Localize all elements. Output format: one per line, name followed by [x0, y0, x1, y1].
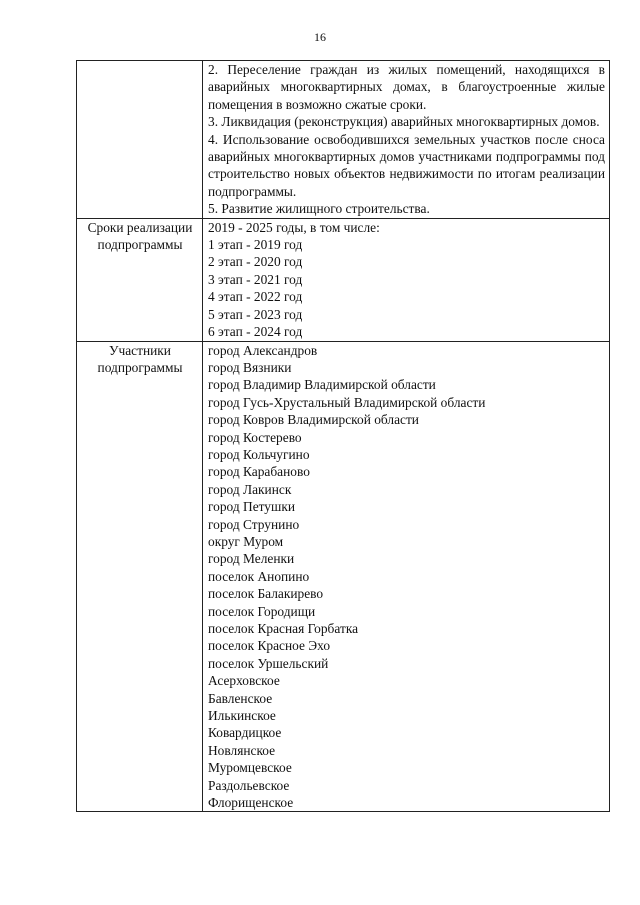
timing-line: 3 этап - 2021 год — [208, 271, 303, 287]
participant-item: Бавленское — [208, 690, 273, 706]
participant-item: поселок Уршельский — [208, 655, 329, 671]
goal-item: 4. Использование освободившихся земельных участков после сноса аварийных многоквартирных домов участниками подпрограммы под строительство новых объектов недвижимости по итогам реализации подпрограммы. — [208, 131, 605, 199]
participant-item: город Ковров Владимирской области — [208, 412, 419, 428]
participant-item: Новлянское — [208, 742, 276, 758]
goals-row — [77, 61, 610, 219]
participant-item: поселок Красная Горбатка — [208, 621, 359, 636]
goal-item: 5. Развитие жилищного строительства. — [208, 201, 430, 217]
participant-item: поселок Анопино — [208, 568, 310, 584]
participant-item: город Гусь-Хрустальный Владимирской области — [208, 394, 486, 410]
participant-item: город Карабаново — [208, 464, 310, 480]
participant-item: Раздольевское — [208, 777, 290, 793]
timing-line: 5 этап - 2023 год — [208, 306, 303, 322]
participant-item: город Вязники — [208, 359, 292, 375]
timing-line: 4 этап - 2022 год — [208, 289, 303, 305]
participant-item: город Петушки — [208, 499, 295, 515]
participant-item: поселок Балакирево — [208, 586, 324, 602]
timing-line: 1 этап - 2019 год — [208, 237, 303, 253]
participant-item: город Лакинск — [208, 481, 292, 497]
page-number: 16 — [314, 30, 326, 44]
participant-item: Ковардицкое — [208, 725, 282, 741]
participant-item: поселок Красное Эхо — [208, 638, 331, 654]
participant-item: город Владимир Владимирской области — [208, 377, 436, 393]
goals-content-cell — [203, 61, 610, 219]
participant-item: город Костерево — [208, 429, 302, 445]
timing-line: 2019 - 2025 годы, в том числе: — [208, 219, 380, 235]
goal-item: 2. Переселение граждан из жилых помещений, находящихся в аварийных многоквартирных домах, в благоустроенные жилые помещения в возможно сжатые сроки. — [208, 62, 605, 112]
participant-item: город Александров — [208, 342, 318, 358]
participant-item: Илькинское — [208, 708, 276, 724]
participant-item: город Кольчугино — [208, 446, 310, 462]
goal-item: 3. Ликвидация (реконструкция) аварийных многоквартирных домов. — [208, 114, 600, 130]
timing-line: 6 этап - 2024 год — [208, 324, 303, 340]
participant-item: Флорищенское — [208, 795, 294, 811]
goals-label-cell — [77, 61, 203, 219]
participant-item: город Струнино — [208, 516, 300, 532]
participant-item: поселок Городищи — [208, 603, 316, 619]
participant-item: Асерховское — [208, 673, 280, 689]
participant-item: округ Муром — [208, 533, 284, 549]
participant-item: Муромцевское — [208, 760, 292, 776]
participant-item: город Меленки — [208, 551, 295, 567]
timing-content-cell — [203, 218, 610, 341]
participants-row — [77, 341, 610, 812]
program-passport-table — [76, 60, 610, 812]
timing-line: 2 этап - 2020 год — [208, 254, 303, 270]
timing-label: Сроки реализации подпрограммы — [77, 218, 203, 341]
participants-label: Участники подпрограммы — [77, 341, 203, 812]
participants-list — [203, 341, 610, 812]
timing-row — [77, 218, 610, 341]
